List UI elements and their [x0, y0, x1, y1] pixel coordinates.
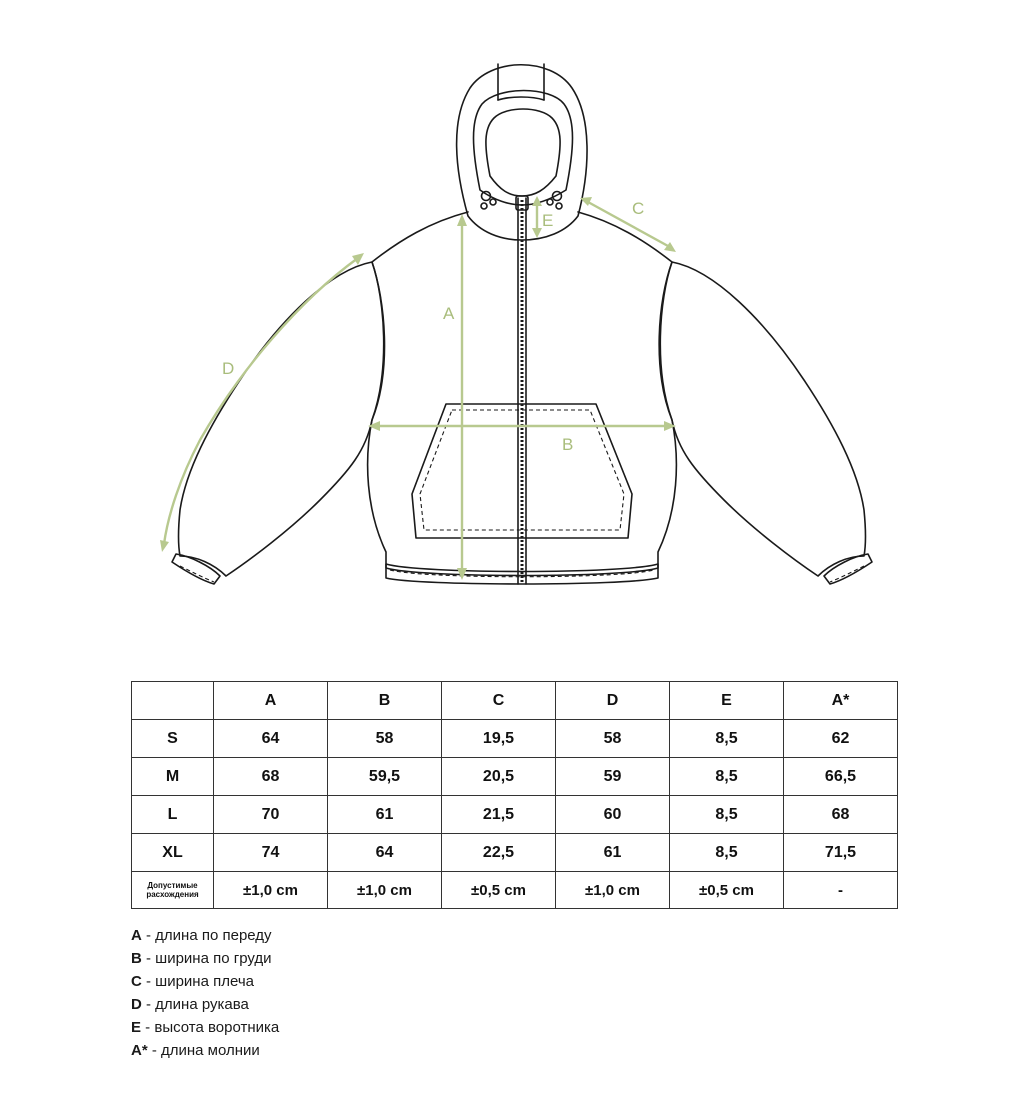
measure-label-d: D — [222, 359, 235, 378]
tolerance-cell: ±0,5 cm — [442, 872, 556, 909]
legend-text: - высота воротника — [141, 1019, 280, 1036]
legend-key: C — [131, 973, 142, 990]
legend-key: D — [131, 996, 142, 1013]
legend-text: - ширина плеча — [141, 973, 254, 990]
table-cell: 68 — [214, 758, 328, 796]
legend-key: A — [131, 927, 142, 944]
table-cell: 68 — [784, 796, 898, 834]
table-row — [132, 758, 898, 796]
table-cell: 59,5 — [328, 758, 442, 796]
measurement-annotations — [160, 196, 676, 580]
table-cell: 61 — [328, 796, 442, 834]
table-cell: 58 — [556, 720, 670, 758]
size-label-cell: XL — [132, 834, 214, 872]
table-cell: 19,5 — [442, 720, 556, 758]
measure-label-e: E — [542, 211, 554, 230]
legend-item — [131, 924, 279, 947]
table-cell: 8,5 — [670, 796, 784, 834]
legend-item — [131, 970, 279, 993]
table-row — [132, 720, 898, 758]
legend-item — [131, 993, 279, 1016]
table-cell: 70 — [214, 796, 328, 834]
measure-label-b: B — [562, 435, 574, 454]
measure-e-collar-height — [532, 196, 553, 238]
legend-key: B — [131, 950, 142, 967]
tolerance-cell: ±0,5 cm — [670, 872, 784, 909]
legend-text: - ширина по груди — [141, 950, 272, 967]
table-cell: 8,5 — [670, 758, 784, 796]
tolerance-cell: ±1,0 cm — [328, 872, 442, 909]
table-header-row — [132, 682, 898, 720]
table-cell: 58 — [328, 720, 442, 758]
legend-text: - длина по переду — [141, 927, 272, 944]
tolerance-label-cell — [132, 872, 214, 909]
legend-item — [131, 1016, 279, 1039]
center-zipper — [516, 196, 528, 584]
table-header-cell: B — [328, 682, 442, 720]
table-cell: 61 — [556, 834, 670, 872]
tolerance-cell: ±1,0 cm — [214, 872, 328, 909]
table-cell: 21,5 — [442, 796, 556, 834]
table-row — [132, 834, 898, 872]
legend-text: - длина рукава — [141, 996, 249, 1013]
table-cell: 66,5 — [784, 758, 898, 796]
table-cell: 8,5 — [670, 834, 784, 872]
table-cell: 74 — [214, 834, 328, 872]
table-cell: 60 — [556, 796, 670, 834]
table-cell: 64 — [328, 834, 442, 872]
table-header-cell: D — [556, 682, 670, 720]
size-label-cell: S — [132, 720, 214, 758]
measure-a-front-length — [443, 214, 467, 580]
legend-item — [131, 1039, 279, 1062]
measure-c-shoulder-width — [580, 197, 676, 252]
table-header-cell: A — [214, 682, 328, 720]
left-sleeve — [172, 262, 384, 584]
tolerance-cell: ±1,0 cm — [556, 872, 670, 909]
measure-d-sleeve-length — [160, 253, 364, 552]
table-header-cell: C — [442, 682, 556, 720]
table-cell: 64 — [214, 720, 328, 758]
table-header-cell: E — [670, 682, 784, 720]
size-chart-table — [131, 681, 898, 909]
right-sleeve — [660, 262, 872, 584]
size-label-cell: L — [132, 796, 214, 834]
table-header-cell: A* — [784, 682, 898, 720]
table-cell: 22,5 — [442, 834, 556, 872]
table-row — [132, 796, 898, 834]
tolerance-label-line: расхождения — [146, 890, 199, 899]
table-header-cell — [132, 682, 214, 720]
table-cell: 59 — [556, 758, 670, 796]
size-label-cell: M — [132, 758, 214, 796]
legend-text: - длина молнии — [147, 1042, 260, 1059]
table-cell: 62 — [784, 720, 898, 758]
measure-label-c: C — [632, 199, 645, 218]
table-cell: 8,5 — [670, 720, 784, 758]
measurement-legend — [131, 924, 279, 1062]
legend-key: E — [131, 1019, 142, 1036]
legend-key: A* — [131, 1042, 148, 1059]
measure-label-a: A — [443, 304, 455, 323]
table-cell: 20,5 — [442, 758, 556, 796]
legend-item — [131, 947, 279, 970]
tolerance-label-line: Допустимые — [147, 881, 198, 890]
tolerance-cell: - — [784, 872, 898, 909]
tolerance-row — [132, 872, 898, 909]
table-cell: 71,5 — [784, 834, 898, 872]
